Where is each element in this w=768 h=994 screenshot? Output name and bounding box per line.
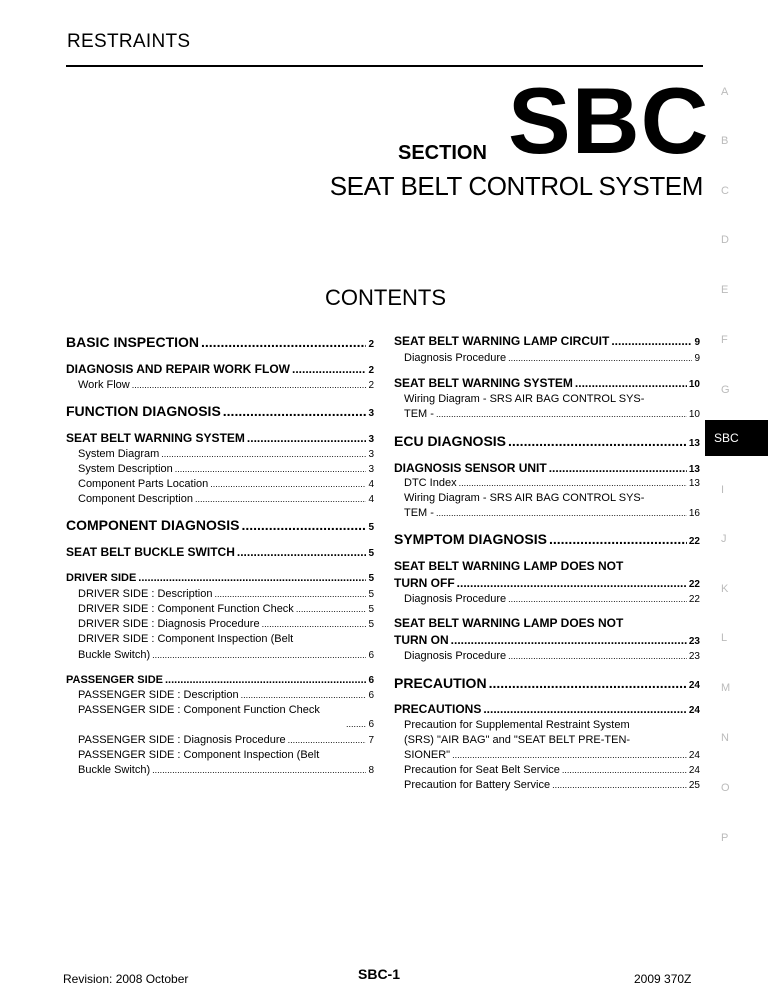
toc-title: SYMPTOM DIAGNOSIS (394, 531, 547, 547)
toc-page: 6 (368, 650, 374, 661)
toc-entry[interactable] (78, 649, 374, 661)
toc-entry[interactable] (78, 379, 374, 391)
toc-entry[interactable] (78, 764, 374, 776)
toc-entry[interactable] (344, 719, 374, 730)
section-name: SEAT BELT CONTROL SYSTEM (329, 171, 703, 201)
side-tab-n[interactable]: N (721, 732, 729, 744)
toc-title: PASSENGER SIDE (66, 674, 163, 686)
toc-entry[interactable] (404, 779, 700, 791)
toc-page: 22 (688, 594, 700, 605)
toc-entry[interactable] (394, 702, 700, 716)
toc-title-line: SEAT BELT WARNING LAMP DOES NOT (394, 559, 624, 573)
toc-title: TEM - (404, 507, 434, 519)
toc-title: SEAT BELT WARNING SYSTEM (394, 376, 573, 390)
toc-title: Diagnosis Procedure (404, 650, 507, 662)
toc-entry[interactable] (394, 531, 700, 547)
toc-title: Precaution for Seat Belt Service (404, 764, 560, 776)
toc-entry[interactable] (404, 650, 700, 662)
toc-title: SEAT BELT BUCKLE SWITCH (66, 545, 235, 559)
toc-page: 6 (368, 690, 374, 701)
toc-page: 2 (368, 365, 374, 376)
toc-page: 5 (368, 604, 374, 615)
toc-entry[interactable] (394, 334, 700, 348)
toc-page: 7 (368, 735, 374, 746)
toc-title: DRIVER SIDE : Diagnosis Procedure (78, 618, 260, 630)
footer-revision: Revision: 2008 October (63, 972, 189, 986)
side-tab-d[interactable]: D (721, 234, 729, 246)
toc-page: 10 (688, 379, 700, 390)
toc-title: FUNCTION DIAGNOSIS (66, 403, 221, 419)
side-tab-e[interactable]: E (721, 284, 729, 296)
toc-page: 3 (368, 464, 374, 475)
toc-title: DRIVER SIDE : Description (78, 588, 213, 600)
toc-title: PASSENGER SIDE : Diagnosis Procedure (78, 734, 286, 746)
toc-title: COMPONENT DIAGNOSIS (66, 517, 240, 533)
toc-page: 24 (688, 680, 700, 691)
toc-title: PRECAUTIONS (394, 702, 482, 716)
toc-entry[interactable] (78, 448, 374, 460)
toc-page: 4 (368, 479, 374, 490)
toc-entry[interactable] (394, 376, 700, 390)
toc-page: 9 (694, 337, 700, 348)
toc-page: 13 (688, 478, 700, 489)
toc-entry[interactable] (404, 352, 700, 364)
toc-title: SEAT BELT WARNING LAMP CIRCUIT (394, 334, 610, 348)
toc-page: 22 (688, 536, 700, 547)
toc-page: 5 (368, 589, 374, 600)
toc-page: 3 (368, 449, 374, 460)
toc-title: Precaution for Battery Service (404, 779, 551, 791)
toc-entry[interactable] (66, 403, 374, 419)
toc-title: SEAT BELT WARNING SYSTEM (66, 431, 245, 445)
toc-entry[interactable] (78, 689, 374, 701)
toc-page: 23 (688, 651, 700, 662)
toc-entry[interactable] (78, 493, 374, 505)
toc-title: TEM - (404, 408, 434, 420)
toc-page: 24 (688, 765, 700, 776)
side-tab-l[interactable]: L (721, 632, 728, 644)
toc-page: 4 (368, 494, 374, 505)
toc-page: 6 (368, 675, 374, 686)
toc-page: 3 (368, 408, 374, 419)
toc-page: 2 (368, 380, 374, 391)
toc-page: 5 (368, 619, 374, 630)
toc-title-line: Precaution for Supplemental Restraint System (404, 719, 630, 731)
toc-entry[interactable] (394, 461, 700, 475)
side-tab-m[interactable]: M (721, 682, 731, 694)
toc-entry[interactable] (394, 633, 700, 647)
toc-entry[interactable] (66, 545, 374, 559)
side-tab-sbc[interactable]: SBC (705, 420, 768, 456)
toc-title: Component Parts Location (78, 478, 209, 490)
toc-page: 6 (368, 719, 374, 730)
toc-entry[interactable] (66, 674, 374, 686)
toc-entry[interactable] (404, 408, 700, 420)
toc-entry[interactable] (66, 517, 374, 533)
toc-page: 9 (694, 353, 700, 364)
toc-title-line: SEAT BELT WARNING LAMP DOES NOT (394, 616, 624, 630)
toc-title: PASSENGER SIDE : Description (78, 689, 239, 701)
toc-title: Diagnosis Procedure (404, 593, 507, 605)
side-tab-i[interactable]: I (721, 484, 725, 496)
side-tab-b[interactable]: B (721, 135, 729, 147)
toc-entry[interactable] (78, 618, 374, 630)
side-tab-p[interactable]: P (721, 832, 729, 844)
toc-title-line: (SRS) "AIR BAG" and "SEAT BELT PRE-TEN- (404, 734, 631, 746)
toc-page: 23 (688, 636, 700, 647)
toc-page: 3 (368, 434, 374, 445)
toc-entry[interactable] (404, 593, 700, 605)
section-label: SECTION (398, 142, 487, 164)
toc-page: 25 (688, 780, 700, 791)
toc-entry[interactable] (78, 588, 374, 600)
side-tab-index (705, 0, 768, 994)
toc-entry[interactable] (394, 576, 700, 590)
toc-entry[interactable] (78, 734, 374, 746)
toc-title: DTC Index (404, 477, 457, 489)
toc-title-line: Wiring Diagram - SRS AIR BAG CONTROL SYS- (404, 492, 645, 504)
toc-entry[interactable] (404, 749, 700, 761)
toc-page: 24 (688, 750, 700, 761)
toc-title-line: PASSENGER SIDE : Component Function Check (78, 704, 320, 716)
section-code: SBC (508, 68, 710, 173)
toc-entry[interactable] (404, 507, 700, 519)
toc-title: DRIVER SIDE (66, 572, 137, 584)
toc-title: System Description (78, 463, 173, 475)
toc-title: Component Description (78, 493, 193, 505)
toc-page: 10 (688, 409, 700, 420)
header-title: RESTRAINTS (67, 31, 191, 52)
toc-title-line: DRIVER SIDE : Component Inspection (Belt (78, 633, 294, 645)
toc-title: BASIC INSPECTION (66, 334, 200, 350)
toc-entry[interactable] (78, 463, 374, 475)
toc-entry[interactable] (66, 334, 374, 350)
toc-entry[interactable] (78, 603, 374, 615)
side-tab-o[interactable]: O (721, 782, 730, 794)
toc-page: 5 (368, 548, 374, 559)
toc-page: 8 (368, 765, 374, 776)
toc-entry[interactable] (394, 433, 700, 449)
header-rule (66, 65, 703, 67)
toc-page: 5 (368, 522, 374, 533)
toc-title: Diagnosis Procedure (404, 352, 507, 364)
toc-title: PRECAUTION (394, 675, 487, 691)
toc-entry[interactable] (66, 431, 374, 445)
toc-page: 24 (688, 705, 700, 716)
toc-title: Buckle Switch) (78, 649, 151, 661)
toc-entry[interactable] (66, 572, 374, 584)
toc-page: 13 (688, 464, 700, 475)
toc-page: 22 (688, 579, 700, 590)
toc-title: TURN OFF (394, 576, 455, 590)
toc-title: Buckle Switch) (78, 764, 151, 776)
toc-entry[interactable] (394, 675, 700, 691)
side-tab-c[interactable]: C (721, 185, 729, 197)
toc-title: ECU DIAGNOSIS (394, 433, 507, 449)
toc-title: DIAGNOSIS AND REPAIR WORK FLOW (66, 362, 290, 376)
toc-title: SIONER" (404, 749, 451, 761)
toc-title: Work Flow (78, 379, 130, 391)
side-tab-a[interactable]: A (721, 86, 729, 98)
toc-title: DIAGNOSIS SENSOR UNIT (394, 461, 547, 475)
toc-title-line: PASSENGER SIDE : Component Inspection (Belt (78, 749, 320, 761)
toc-entry[interactable] (404, 764, 700, 776)
toc-page: 16 (688, 508, 700, 519)
toc-title: System Diagram (78, 448, 160, 460)
side-tab-f[interactable]: F (721, 334, 728, 346)
toc-entry[interactable] (78, 478, 374, 490)
toc-entry[interactable] (66, 362, 374, 376)
side-tab-j[interactable]: J (721, 533, 727, 545)
toc-page: 2 (368, 339, 374, 350)
side-tab-k[interactable]: K (721, 583, 729, 595)
toc-page: 13 (688, 438, 700, 449)
toc-title-line: Wiring Diagram - SRS AIR BAG CONTROL SYS- (404, 393, 645, 405)
toc-title: TURN ON (394, 633, 449, 647)
toc-title: DRIVER SIDE : Component Function Check (78, 603, 294, 615)
footer-page-number: SBC-1 (358, 966, 401, 982)
toc-page: 5 (368, 573, 374, 584)
contents-heading: CONTENTS (325, 285, 446, 310)
side-tab-g[interactable]: G (721, 384, 730, 396)
footer-model: 2009 370Z (634, 972, 692, 986)
toc-entry[interactable] (404, 477, 700, 489)
